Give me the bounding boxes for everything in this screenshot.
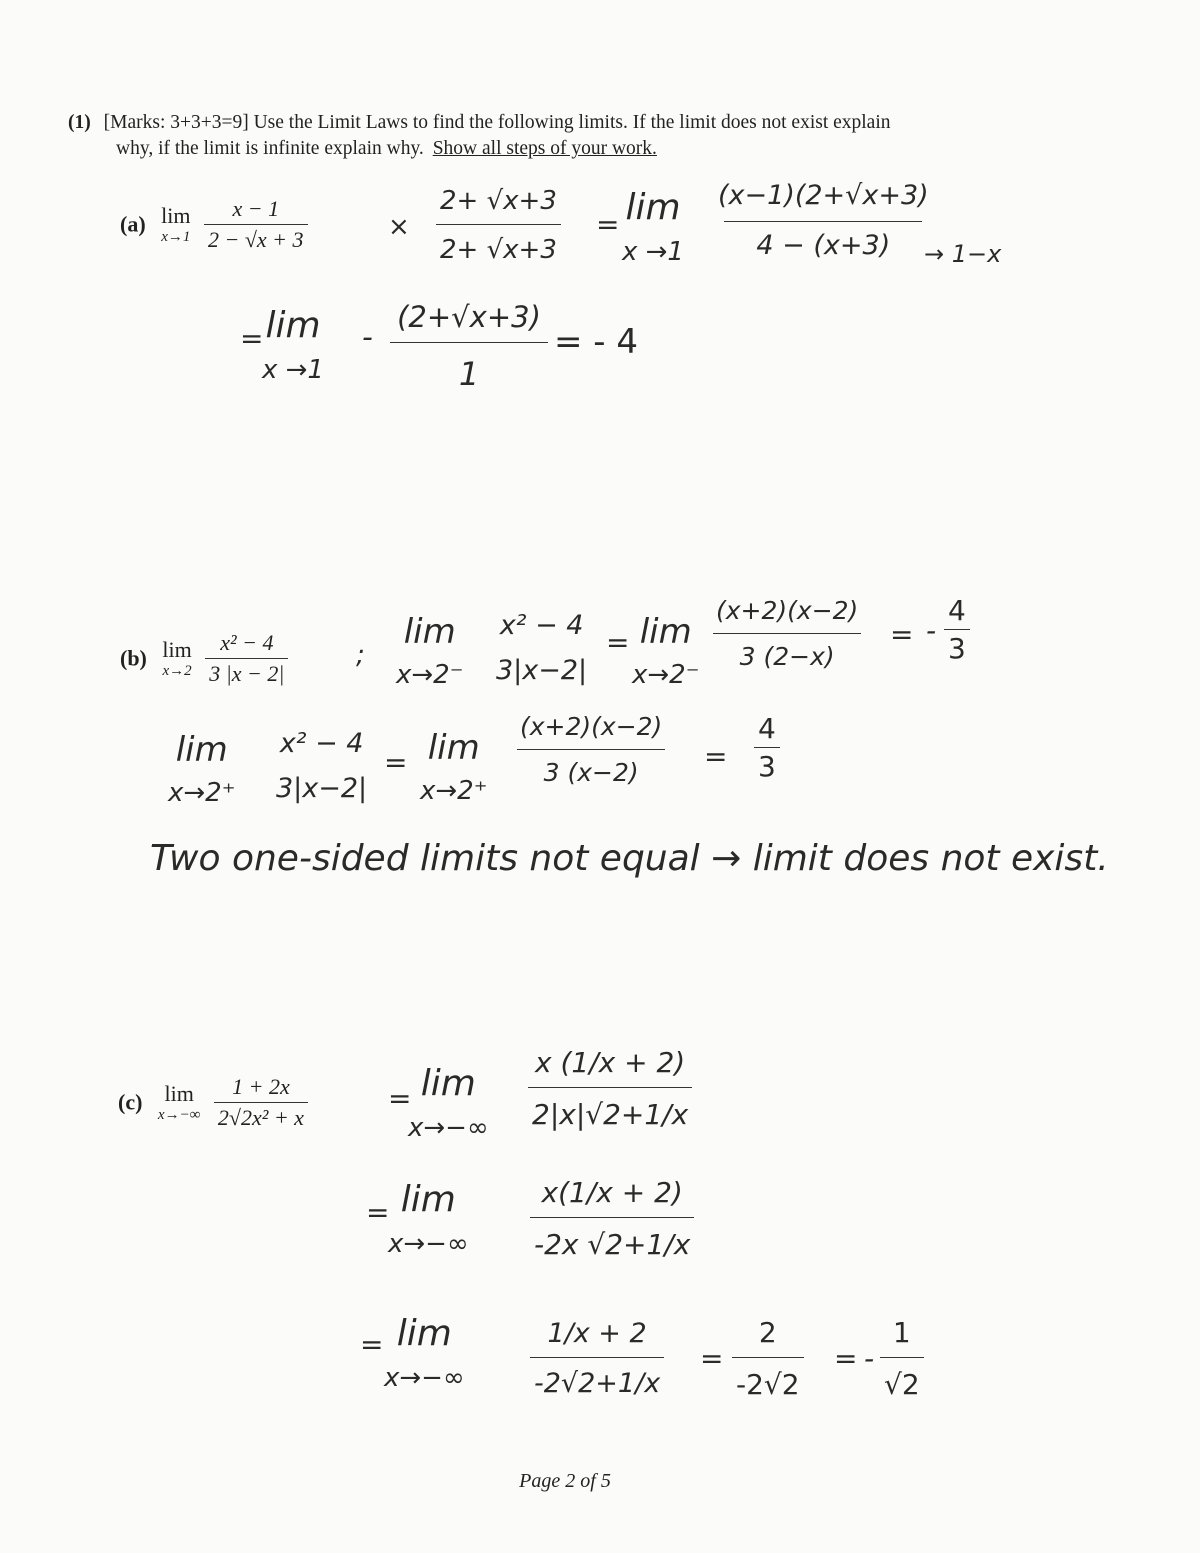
part-a-step2-den: 1	[390, 342, 548, 393]
part-b-left-frac-2	[712, 596, 862, 671]
part-a-eq-2: =	[240, 322, 264, 355]
part-b-right-den: 3|x−2|	[276, 773, 368, 804]
part-b-lim-sub: x→2	[162, 662, 192, 679]
part-b-left-eq-2: =	[890, 618, 914, 651]
part-b-right-num: x² − 4	[279, 728, 364, 759]
part-b-fraction	[205, 630, 288, 687]
part-b-left-num: x² − 4	[499, 610, 584, 641]
part-b-conclusion: Two one-sided limits not equal → limit does not exist.	[150, 838, 1109, 879]
question-header	[68, 110, 1178, 162]
part-b-lim-text: lim	[162, 636, 192, 662]
part-a-step1-num: (x−1)(2+√x+3)	[718, 180, 929, 211]
part-b-left-den2: 3 (2−x)	[713, 633, 861, 671]
part-c-s4-num: 2	[758, 1316, 777, 1349]
part-b-left-result-num: 4	[948, 594, 966, 627]
part-c-s5-frac	[880, 1316, 924, 1401]
question-number: (1)	[68, 112, 91, 133]
part-c-s3-lim	[384, 1314, 465, 1392]
part-a-step1	[714, 180, 933, 261]
part-b-right-result-num: 4	[758, 712, 776, 745]
part-b-right-result-den: 3	[754, 747, 780, 783]
part-b-left-lim2-text: lim	[639, 612, 692, 652]
part-a-hlim-2	[262, 306, 324, 384]
part-a-conj-den: 2+ √x+3	[436, 224, 561, 265]
part-c-s2-num: x(1/x + 2)	[541, 1176, 683, 1209]
part-a-eq-1: =	[596, 208, 620, 241]
part-c-problem	[118, 1074, 308, 1131]
part-c-s2-lim-text: lim	[400, 1179, 456, 1220]
part-b-right-frac-2	[516, 712, 666, 787]
part-a-hlim-2-text: lim	[265, 305, 321, 346]
part-b-label: (b)	[120, 645, 147, 671]
part-c-s3-num: 1/x + 2	[547, 1318, 647, 1349]
part-a-step2	[390, 300, 548, 393]
part-b-right-lim2-text: lim	[427, 728, 480, 768]
part-c-lim	[157, 1080, 201, 1123]
page-number: Page 2 of 5	[519, 1470, 611, 1492]
part-b-right-lim-2	[420, 730, 487, 806]
question-text-2-underlined: Show all steps of your work.	[432, 138, 657, 159]
part-a-hlim-1-sub: x →1	[622, 236, 684, 267]
part-b-lim	[162, 636, 192, 679]
part-c-eq-5: =	[834, 1342, 858, 1375]
part-a-lim	[161, 202, 191, 245]
part-a-hlim-1	[622, 188, 684, 266]
part-c-label: (c)	[118, 1089, 143, 1115]
part-b-right-result	[754, 712, 780, 783]
part-c-s3-lim-sub: x→−∞	[384, 1362, 465, 1393]
question-text-1: [Marks: 3+3+3=9] Use the Limit Laws to find the following limits. If the limit does not exist explain	[103, 112, 891, 133]
part-b-right-frac	[272, 728, 371, 804]
part-a-num: x − 1	[232, 196, 280, 221]
part-c-s1-num: x (1/x + 2)	[534, 1046, 686, 1079]
part-c-eq-2: =	[366, 1196, 390, 1229]
part-c-s3-frac	[530, 1318, 664, 1399]
part-b-den: 3 |x − 2|	[205, 658, 288, 687]
part-c-s3-lim-text: lim	[396, 1313, 452, 1354]
part-a-hlim-1-text: lim	[625, 187, 681, 228]
part-c-eq-1: =	[388, 1082, 412, 1115]
part-b-num: x² − 4	[220, 630, 274, 655]
part-a-lim-sub: x→1	[161, 228, 191, 245]
part-b-left-eq: =	[606, 626, 630, 659]
part-b-left-result	[944, 594, 970, 665]
part-c-s5-sign: -	[864, 1342, 875, 1375]
part-a-lim-text: lim	[161, 202, 191, 228]
part-b-semicolon: ;	[356, 640, 365, 670]
part-a-conj-num: 2+ √x+3	[440, 186, 557, 216]
part-c-s2-den: -2x √2+1/x	[530, 1217, 694, 1261]
part-b-right-lim2-sub: x→2⁺	[420, 776, 488, 807]
part-a-step1-den: 4 − (x+3)	[724, 221, 922, 261]
part-c-eq-4: =	[700, 1342, 724, 1375]
part-b-left-result-sign: -	[926, 614, 937, 647]
part-c-den: 2√2x² + x	[214, 1102, 308, 1131]
part-c-s2-lim-sub: x→−∞	[388, 1228, 469, 1259]
part-a-step2-num: (2+√x+3)	[397, 300, 541, 334]
part-a-den: 2 − √x + 3	[204, 224, 308, 253]
part-c-s2-lim	[388, 1180, 469, 1258]
part-a-hlim-2-sub: x →1	[262, 354, 324, 385]
part-b-right-lim-sub: x→2⁺	[168, 778, 236, 809]
part-b-left-lim-2	[632, 614, 699, 690]
part-c-lim-text: lim	[164, 1080, 194, 1106]
part-b-problem	[120, 630, 288, 687]
part-a-result: = - 4	[554, 322, 639, 362]
part-a-conjugate	[436, 186, 561, 265]
part-b-left-lim-sub: x→2⁻	[396, 660, 464, 691]
part-b-left-frac	[492, 610, 591, 686]
part-c-s1-lim-sub: x→−∞	[408, 1112, 489, 1143]
part-b-right-lim-text: lim	[175, 730, 228, 770]
part-c-eq-3: =	[360, 1328, 384, 1361]
part-c-s4-den: -2√2	[732, 1357, 804, 1401]
part-b-left-num2: (x+2)(x−2)	[716, 596, 859, 625]
part-a-label: (a)	[120, 211, 146, 237]
part-b-left-lim	[396, 614, 463, 690]
part-a-fraction	[204, 196, 308, 253]
part-b-left-lim2-sub: x→2⁻	[632, 660, 700, 691]
part-a-arrow-note: → 1−x	[924, 240, 1002, 268]
part-c-s1-den: 2|x|√2+1/x	[528, 1087, 692, 1131]
question-line-2	[68, 136, 1178, 162]
part-b-right-den2: 3 (x−2)	[517, 749, 665, 787]
part-b-left-den: 3|x−2|	[496, 655, 588, 686]
part-c-s4-frac	[732, 1316, 804, 1401]
part-a-problem	[120, 196, 308, 253]
part-c-num: 1 + 2x	[232, 1074, 290, 1099]
part-a-times: ×	[388, 212, 410, 242]
part-b-left-lim-text: lim	[403, 612, 456, 652]
part-c-fraction	[214, 1074, 308, 1131]
question-line-1	[68, 110, 1178, 136]
part-c-s5-num: 1	[892, 1316, 911, 1349]
part-b-right-num2: (x+2)(x−2)	[520, 712, 663, 741]
part-c-s1-frac	[528, 1046, 692, 1131]
part-c-s5-den: √2	[880, 1357, 924, 1401]
part-c-s3-den: -2√2+1/x	[530, 1357, 664, 1399]
part-c-s2-frac	[530, 1176, 694, 1261]
part-b-left-result-den: 3	[944, 629, 970, 665]
part-a-minus: -	[362, 320, 373, 355]
part-c-s1-lim	[408, 1064, 489, 1142]
part-b-right-eq: =	[384, 746, 408, 779]
part-b-right-eq-2: =	[704, 740, 728, 773]
part-c-s1-lim-text: lim	[420, 1063, 476, 1104]
part-c-lim-sub: x→−∞	[157, 1106, 201, 1123]
question-text-2: why, if the limit is infinite explain why.	[116, 138, 424, 159]
part-b-right-lim	[168, 732, 235, 808]
